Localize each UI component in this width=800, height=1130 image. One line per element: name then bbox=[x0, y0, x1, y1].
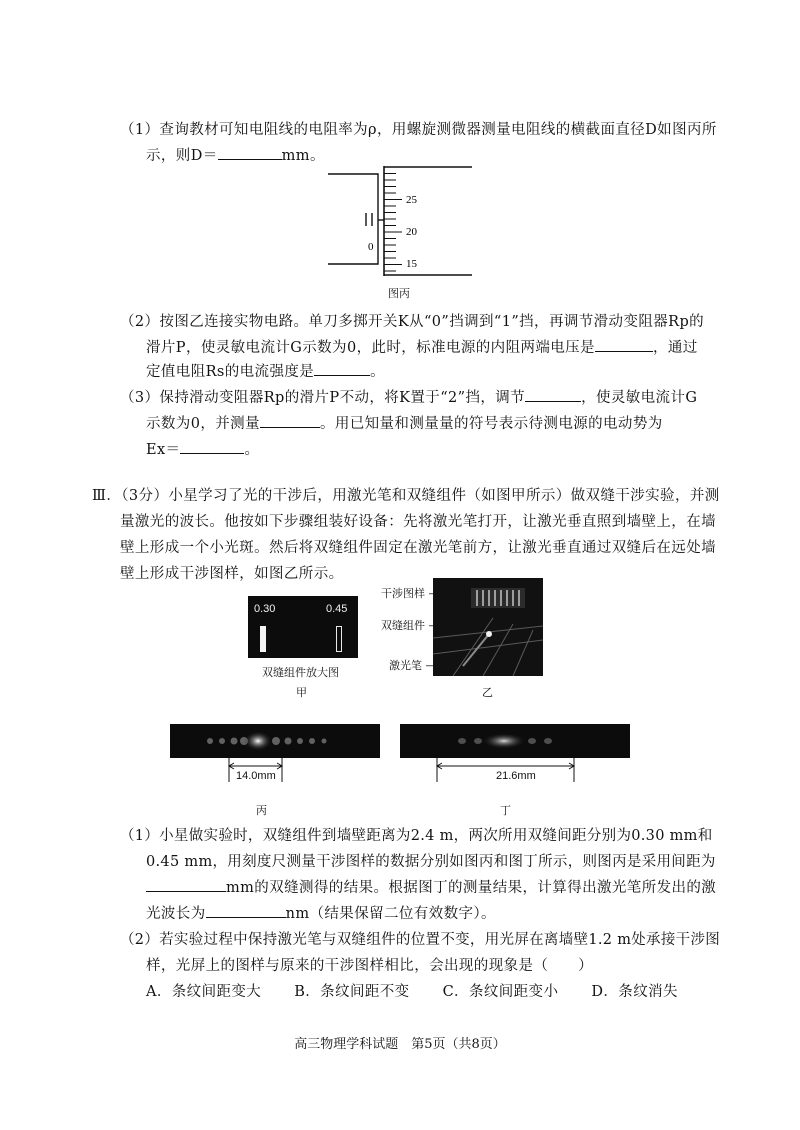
tick-label-25: 25 bbox=[406, 194, 417, 206]
sub1-line3 bbox=[146, 876, 716, 897]
label-interference-pattern: 干涉图样 — bbox=[381, 587, 440, 600]
q1-line2 bbox=[146, 144, 325, 165]
fig-ding-label: 丁 bbox=[500, 804, 511, 817]
fig-yi-label: 乙 bbox=[482, 686, 493, 699]
slit-pair-right bbox=[336, 626, 342, 652]
q3-line1 bbox=[120, 386, 697, 407]
label-laser-pointer: 激光笔 — bbox=[389, 659, 437, 672]
q1-line2-unit: mm。 bbox=[281, 148, 325, 164]
apparatus-photo-art bbox=[433, 578, 543, 676]
q2-line2-text: 滑片P，使灵敏电流计G示数为0，此时，标准电源的内阻两端电压是 bbox=[146, 340, 595, 356]
fig-jia-label: 甲 bbox=[296, 686, 307, 699]
sub1-line4 bbox=[146, 902, 496, 923]
page-footer: 高三物理学科试题 第5页（共8页） bbox=[294, 1037, 506, 1052]
answer-blank-spacing[interactable] bbox=[146, 877, 226, 892]
micrometer-diagram bbox=[326, 164, 476, 282]
part3-line1: Ⅲ．（3分）小星学习了光的干涉后，用激光笔和双缝组件（如图甲所示）做双缝干涉实验，并测 bbox=[92, 488, 720, 504]
fig-jia-caption: 双缝组件放大图 bbox=[262, 666, 339, 679]
q3-line1-tail: ，使灵敏电流计G bbox=[581, 390, 698, 406]
q3-line2-tail: 。用已知量和测量量的符号表示待测电源的电动势为 bbox=[319, 416, 663, 432]
slit-spacing-left-label: 0.30 bbox=[254, 603, 276, 615]
q2-line3 bbox=[146, 360, 385, 381]
label-double-slit-text: 双缝组件 bbox=[381, 619, 425, 632]
answer-blank-measure[interactable] bbox=[260, 413, 320, 428]
answer-blank-adjust[interactable] bbox=[525, 387, 581, 402]
label-laser-pointer-text: 激光笔 bbox=[389, 659, 422, 672]
q2-line3-text: 定值电阻Rs的电流强度是 bbox=[146, 364, 315, 380]
sub1-line3-text: mm的双缝测得的结果。根据图丁的测量结果，计算得出激光笔所发出的激 bbox=[226, 880, 717, 896]
answer-blank-wavelength[interactable] bbox=[206, 903, 286, 918]
q3-line3 bbox=[146, 438, 259, 459]
part3-line2: 量激光的波长。他按如下步骤组装好设备：先将激光笔打开，让激光垂直照到墙壁上，在墙 bbox=[120, 514, 716, 530]
double-slit-magnified-image bbox=[248, 596, 358, 658]
option-d[interactable]: D．条纹消失 bbox=[591, 984, 678, 1000]
q3-line2-text: 示数为0，并测量 bbox=[146, 416, 260, 432]
sleeve-zero-label: 0 bbox=[368, 241, 374, 253]
q3-line3-text: Ex＝ bbox=[146, 442, 181, 458]
fig-bing-label: 丙 bbox=[256, 804, 267, 817]
sub1-line2: 0.45 mm，用刻度尺测量干涉图样的数据分别如图丙和图丁所示，则图丙是采用间距为 bbox=[146, 854, 716, 870]
option-b[interactable]: B．条纹间距不变 bbox=[294, 984, 410, 1000]
fringe-pattern-bing bbox=[170, 724, 380, 758]
q2-line1: （2）按图乙连接实物电路。单刀多掷开关K从“0”挡调到“1”挡，再调节滑动变阻器Rp的 bbox=[120, 314, 705, 330]
option-a[interactable]: A．条纹间距变大 bbox=[146, 984, 262, 1000]
apparatus-photo bbox=[433, 578, 543, 676]
q3-line2 bbox=[146, 412, 663, 433]
q1-line1: （1）查询教材可知电阻线的电阻率为ρ，用螺旋测微器测量电阻线的横截面直径D如图丙所 bbox=[120, 122, 717, 138]
measure-label-ding: 21.6mm bbox=[496, 770, 536, 782]
slit-spacing-right-label: 0.45 bbox=[326, 603, 348, 615]
q2-line3-tail: 。 bbox=[370, 364, 386, 380]
q2-line2-tail: ，通过 bbox=[652, 340, 698, 356]
q3-line3-tail: 。 bbox=[244, 442, 260, 458]
option-c[interactable]: C．条纹间距变小 bbox=[442, 984, 559, 1000]
part3-line3: 壁上形成一个小光斑。然后将双缝组件固定在激光笔前方，让激光垂直通过双缝后在远处墙 bbox=[120, 540, 716, 556]
fringe-ding-art bbox=[400, 724, 630, 758]
answer-blank-d[interactable] bbox=[218, 145, 282, 160]
measure-label-bing: 14.0mm bbox=[236, 770, 276, 782]
answer-blank-current[interactable] bbox=[314, 361, 370, 376]
sub1-line4-tail: nm（结果保留二位有效数字）。 bbox=[285, 906, 496, 922]
sub1-line1: （1）小星做实验时，双缝组件到墙壁距离为2.4 m，两次所用双缝间距分别为0.30 mm和 bbox=[120, 828, 713, 844]
fringe-bing-art bbox=[170, 724, 380, 758]
sub1-line4-text: 光波长为 bbox=[146, 906, 206, 922]
tick-label-15: 15 bbox=[406, 258, 417, 270]
answer-blank-voltage[interactable] bbox=[595, 337, 653, 352]
part3-line4: 壁上形成干涉图样，如图乙所示。 bbox=[120, 566, 344, 582]
label-double-slit: 双缝组件 — bbox=[381, 619, 440, 632]
tick-label-20: 20 bbox=[406, 226, 417, 238]
sub2-line1: （2）若实验过程中保持激光笔与双缝组件的位置不变，用光屏在离墙壁1.2 m处承接干涉图 bbox=[120, 932, 721, 948]
q3-line1-text: （3）保持滑动变阻器Rp的滑片P不动，将K置于“2”挡，调节 bbox=[120, 390, 526, 406]
fringe-pattern-ding bbox=[400, 724, 630, 758]
label-interference-pattern-text: 干涉图样 bbox=[381, 587, 425, 600]
slit-pair-left bbox=[260, 626, 266, 652]
q1-line2-text: 示，则D＝ bbox=[146, 148, 218, 164]
sub2-options bbox=[146, 980, 706, 1001]
answer-blank-emf[interactable] bbox=[180, 439, 244, 454]
micrometer-caption: 图丙 bbox=[388, 287, 410, 300]
q2-line2 bbox=[146, 336, 698, 357]
sub2-line2: 样，光屏上的图样与原来的干涉图样相比，会出现的现象是（ ） bbox=[146, 958, 593, 974]
